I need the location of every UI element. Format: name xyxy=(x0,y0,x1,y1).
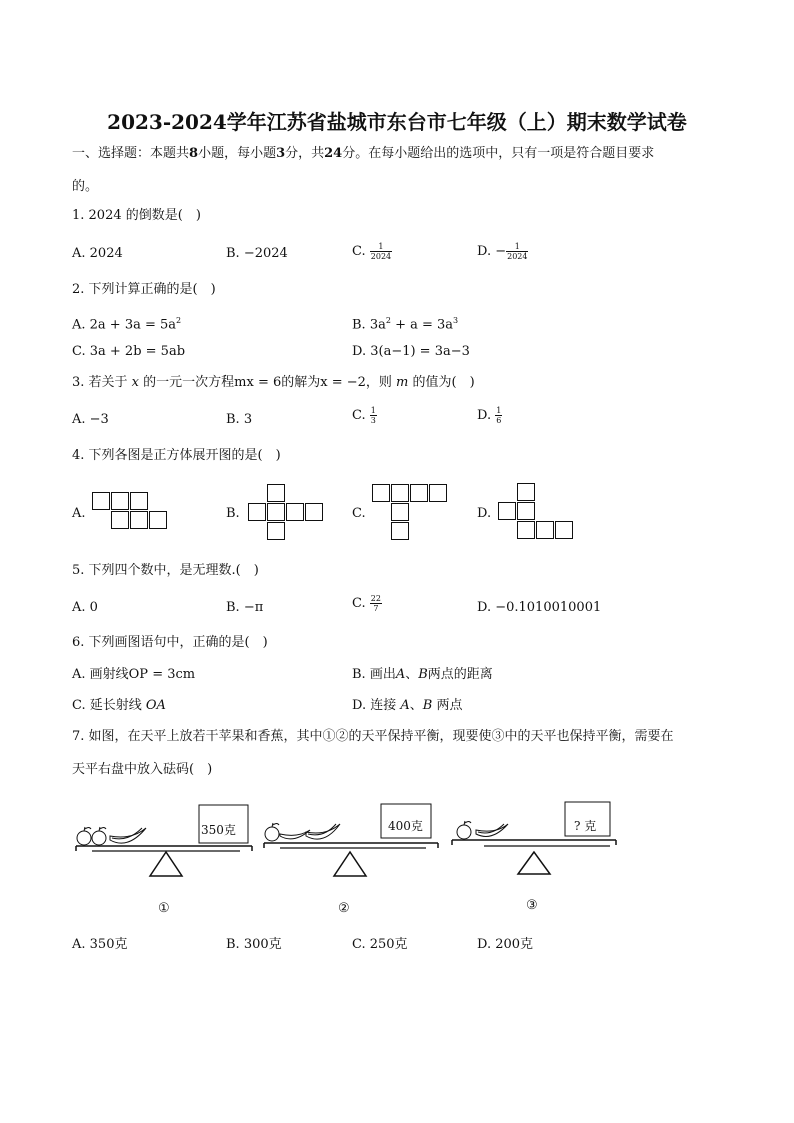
caption-2: ② xyxy=(338,901,350,916)
q3-c-label: C. xyxy=(352,408,366,423)
caption-1: ① xyxy=(158,901,170,916)
q1-c-denominator: 2024 xyxy=(370,252,392,261)
q6-b-point-b: B xyxy=(418,667,428,682)
fulcrum-2 xyxy=(334,852,366,876)
fulcrum-3 xyxy=(518,852,550,874)
q3-text1: 3. 若关于 xyxy=(72,375,132,390)
q1-d-numerator: 1 xyxy=(506,242,528,252)
q1-c-fraction xyxy=(370,242,392,261)
q2-a-text: A. 2a + 3a = 5a xyxy=(72,317,177,333)
net-d-cell xyxy=(517,483,535,501)
q2-option-d: D. 3(a−1) = 3a−3 xyxy=(352,344,470,359)
net-c-cell xyxy=(391,503,409,521)
q6-b-sep: 、 xyxy=(405,667,419,682)
net-b-cell xyxy=(267,503,285,521)
q5-option-c xyxy=(352,594,382,613)
apple-icon xyxy=(457,821,471,839)
weight-label-2: 400克 xyxy=(388,819,423,833)
q1-option-c xyxy=(352,242,392,261)
q2-option-b xyxy=(352,313,458,333)
weight-label-3: ? 克 xyxy=(574,819,597,833)
section-mid1: 小题，每小题 xyxy=(198,146,277,161)
q5-c-fraction xyxy=(370,594,382,613)
net-c-cell xyxy=(391,484,409,502)
q6-b-text1: B. 画出 xyxy=(352,667,396,682)
q3-var-x: x xyxy=(131,375,140,390)
banana-icon xyxy=(476,824,508,836)
q6-c-ray: OA xyxy=(145,698,166,713)
section-points-total: 24 xyxy=(324,146,343,161)
q3-stem xyxy=(72,375,475,391)
q1-option-d xyxy=(477,242,528,261)
section-mid2: 分，共 xyxy=(285,146,325,161)
section-header xyxy=(72,146,654,162)
q4-option-c: C. xyxy=(352,506,366,521)
page-title: 2023-2024学年江苏省盐城市东台市七年级（上）期末数学试卷 xyxy=(107,110,687,134)
q6-option-a: A. 画射线OP = 3cm xyxy=(72,667,196,682)
net-d-cell xyxy=(555,521,573,539)
q2-option-c: C. 3a + 2b = 5ab xyxy=(72,344,186,359)
banana-icon xyxy=(110,828,146,843)
banana-icon xyxy=(280,824,340,839)
net-a-cell xyxy=(149,511,167,529)
q2-stem: 2. 下列计算正确的是( ) xyxy=(72,282,216,297)
q6-d-text2: 两点 xyxy=(432,698,463,713)
net-c-cell xyxy=(429,484,447,502)
weight-label-1: 350克 xyxy=(201,823,236,837)
q2-b-exponent1: 2 xyxy=(385,316,391,325)
q3-c-denominator: 3 xyxy=(370,416,376,425)
net-d-cell xyxy=(536,521,554,539)
q3-option-b: B. 3 xyxy=(226,412,253,427)
net-a-cell xyxy=(111,511,129,529)
fulcrum-1 xyxy=(150,852,182,876)
net-c-cell xyxy=(410,484,428,502)
q6-c-text: C. 延长射线 xyxy=(72,698,146,713)
net-a-cell xyxy=(130,511,148,529)
net-a-cell xyxy=(130,492,148,510)
q1-d-denominator: 2024 xyxy=(507,252,528,261)
q6-b-text2: 两点的距离 xyxy=(427,667,493,682)
q5-stem: 5. 下列四个数中，是无理数.( ) xyxy=(72,563,259,578)
net-d-cell xyxy=(517,521,535,539)
net-a-cell xyxy=(111,492,129,510)
q1-c-label: C. xyxy=(352,244,366,259)
q1-option-b: B. −2024 xyxy=(226,246,288,261)
q5-c-denominator: 7 xyxy=(373,604,379,613)
q6-d-sep: 、 xyxy=(409,698,423,713)
q7-option-d: D. 200克 xyxy=(477,937,534,952)
q3-d-fraction xyxy=(495,406,502,425)
q3-var-m: m xyxy=(396,375,409,390)
apple-icon xyxy=(265,823,279,841)
section-prefix: 一、选择题：本题共 xyxy=(72,146,190,161)
q1-d-fraction xyxy=(506,242,528,261)
apple-icon xyxy=(77,827,106,845)
q6-stem: 6. 下列画图语句中，正确的是( ) xyxy=(72,635,268,650)
net-a-cell xyxy=(92,492,110,510)
q3-d-denominator: 6 xyxy=(496,416,502,425)
q5-option-b: B. −π xyxy=(226,600,264,615)
q7-stem-line1: 7. 如图，在天平上放若干苹果和香蕉，其中①②的天平保持平衡，现要使③中的天平也保持平衡，需要在 xyxy=(72,729,674,744)
q6-option-d xyxy=(352,698,462,714)
net-b-cell xyxy=(286,503,304,521)
net-b-cell xyxy=(305,503,323,521)
section-count: 8 xyxy=(189,146,199,161)
q2-a-exponent: 2 xyxy=(176,316,182,325)
net-d-cell xyxy=(517,502,535,520)
q5-c-label: C. xyxy=(352,596,366,611)
q6-b-point-a: A xyxy=(395,667,406,682)
q1-stem: 1. 2024 的倒数是( ) xyxy=(72,208,201,223)
q7-stem-line2: 天平右盘中放入砝码( ) xyxy=(72,762,213,777)
q3-text2: 的一元一次方程mx = 6的解为x = −2，则 xyxy=(139,375,397,390)
q3-option-a: A. −3 xyxy=(72,412,109,427)
section-header-line2: 的。 xyxy=(72,179,99,194)
q4-option-b: B. xyxy=(226,506,240,521)
q3-d-numerator: 1 xyxy=(496,406,502,415)
balance-scale-2 xyxy=(262,802,442,882)
net-d-cell xyxy=(498,502,516,520)
q7-option-b: B. 300克 xyxy=(226,937,282,952)
q6-option-c xyxy=(72,698,166,714)
balance-scale-3 xyxy=(450,798,620,878)
net-c-cell xyxy=(391,522,409,540)
section-suffix: 分。在每小题给出的选项中，只有一项是符合题目要求 xyxy=(342,146,655,161)
q3-d-label: D. xyxy=(477,408,492,423)
q2-b-text2: + a = 3a xyxy=(390,317,454,333)
q2-b-exponent2: 3 xyxy=(453,316,459,325)
q4-option-a: A. xyxy=(72,506,86,521)
net-b-cell xyxy=(248,503,266,521)
net-b-cell xyxy=(267,522,285,540)
q6-d-text1: D. 连接 xyxy=(352,698,401,713)
q6-option-b xyxy=(352,667,493,683)
q3-c-numerator: 1 xyxy=(370,406,376,415)
q3-option-c xyxy=(352,406,377,425)
balance-scale-1 xyxy=(72,802,262,882)
q5-option-a: A. 0 xyxy=(72,600,98,615)
q6-d-point-b: B xyxy=(422,698,433,713)
q6-d-point-a: A xyxy=(400,698,410,713)
q3-text3: 的值为( ) xyxy=(408,375,475,390)
q3-c-fraction xyxy=(370,406,377,425)
section-points-each: 3 xyxy=(276,146,286,161)
q1-d-label: D. − xyxy=(477,244,507,259)
q7-option-a: A. 350克 xyxy=(72,937,128,952)
caption-3: ③ xyxy=(526,898,538,913)
net-b-cell xyxy=(267,484,285,502)
q2-b-text1: B. 3a xyxy=(352,317,386,333)
q4-stem: 4. 下列各图是正方体展开图的是( ) xyxy=(72,448,281,463)
net-c-cell xyxy=(372,484,390,502)
q4-option-d: D. xyxy=(477,506,492,521)
q2-option-a xyxy=(72,313,181,333)
q7-option-c: C. 250克 xyxy=(352,937,408,952)
q5-option-d: D. −0.1010010001 xyxy=(477,600,602,615)
q5-c-numerator: 22 xyxy=(370,594,381,603)
q3-option-d xyxy=(477,406,502,425)
q1-c-numerator: 1 xyxy=(370,242,392,252)
q1-option-a: A. 2024 xyxy=(72,246,123,261)
